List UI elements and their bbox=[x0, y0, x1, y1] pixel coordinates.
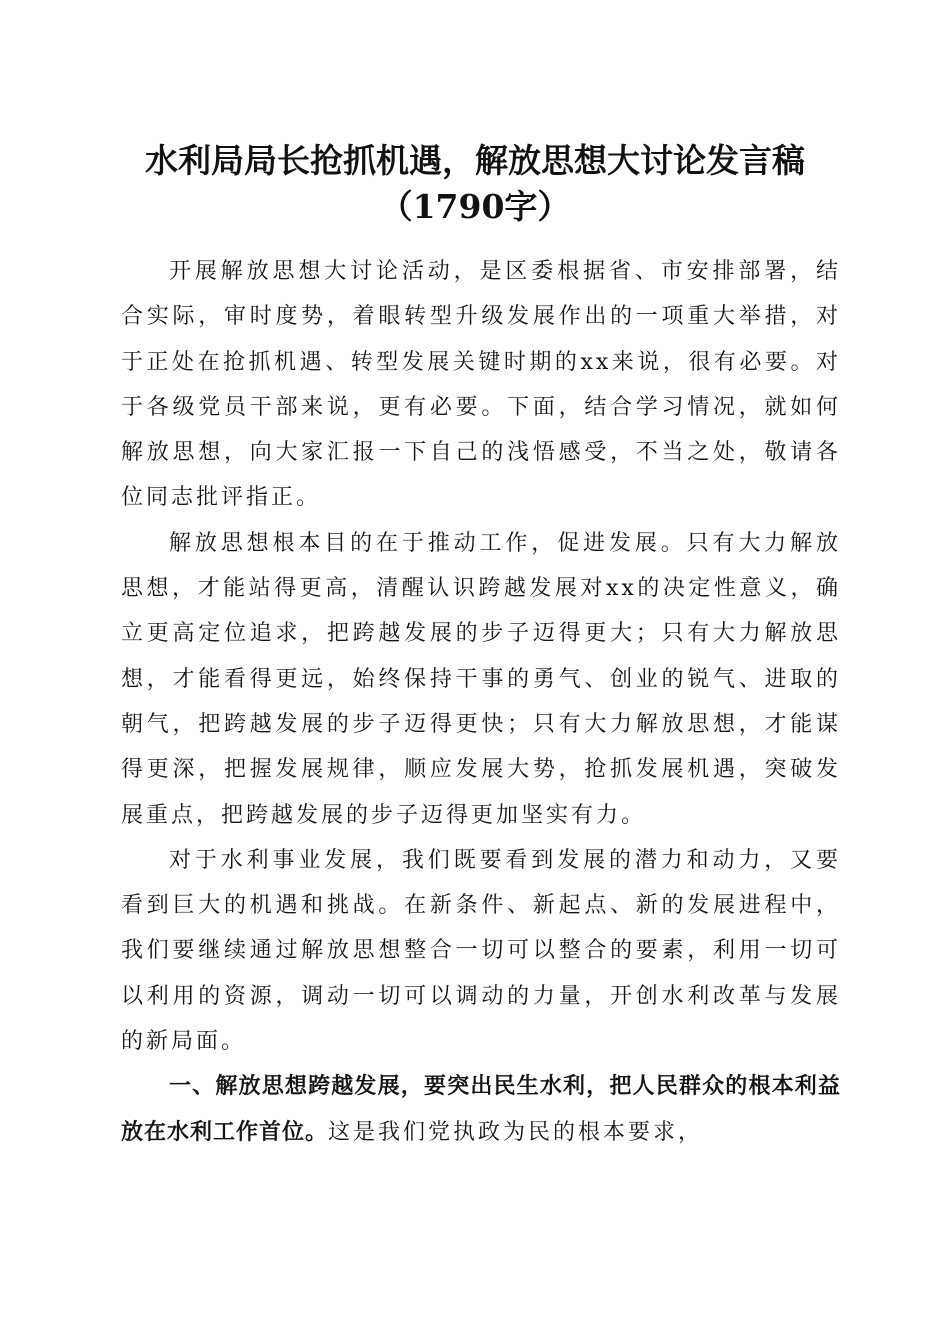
document-body bbox=[121, 249, 841, 1155]
title-line-1: 水利局局长抢抓机遇，解放思想大讨论发言稿 bbox=[145, 141, 805, 180]
paragraph-1: 开展解放思想大讨论活动，是区委根据省、市安排部署，结合实际，审时度势，着眼转型升级发展作出的一项重大举措，对于正处在抢抓机遇、转型发展关键时期的xx来说，很有必要。对于各级党员干部来说，更有必要。下面，结合学习情况，就如何解放思想，向大家汇报一下自己的浅悟感受，不当之处，敬请各位同志批评指正。 bbox=[121, 259, 841, 511]
section-1-paragraph bbox=[121, 1064, 841, 1155]
section-1-heading: 一、解放思想跨越发展，要突出民生水利，把人民群众的根本利益放在水利工作首位。 bbox=[121, 1074, 841, 1145]
title-line-2: （1790字） bbox=[379, 187, 571, 226]
paragraph-3: 对于水利事业发展，我们既要看到发展的潜力和动力，又要看到巨大的机遇和挑战。在新条件、新起点、新的发展进程中，我们要继续通过解放思想整合一切可以整合的要素，利用一切可以利用的资源，调动一切可以调动的力量，开创水利改革与发展的新局面。 bbox=[121, 847, 841, 1055]
document-title bbox=[0, 138, 950, 230]
paragraph-2: 解放思想根本目的在于推动工作，促进发展。只有大力解放思想，才能站得更高，清醒认识跨越发展对xx的决定性意义，确立更高定位追求，把跨越发展的步子迈得更大；只有大力解放思想，才能看得更远，始终保持干事的勇气、创业的锐气、进取的朝气，把跨越发展的步子迈得更快；只有大力解放思想，才能谋得更深，把握发展规律，顺应发展大势，抢抓发展机遇，突破发展重点，把跨越发展的步子迈得更加坚实有力。 bbox=[121, 530, 841, 828]
section-1-text: 这是我们党执政为民的根本要求， bbox=[328, 1119, 704, 1145]
